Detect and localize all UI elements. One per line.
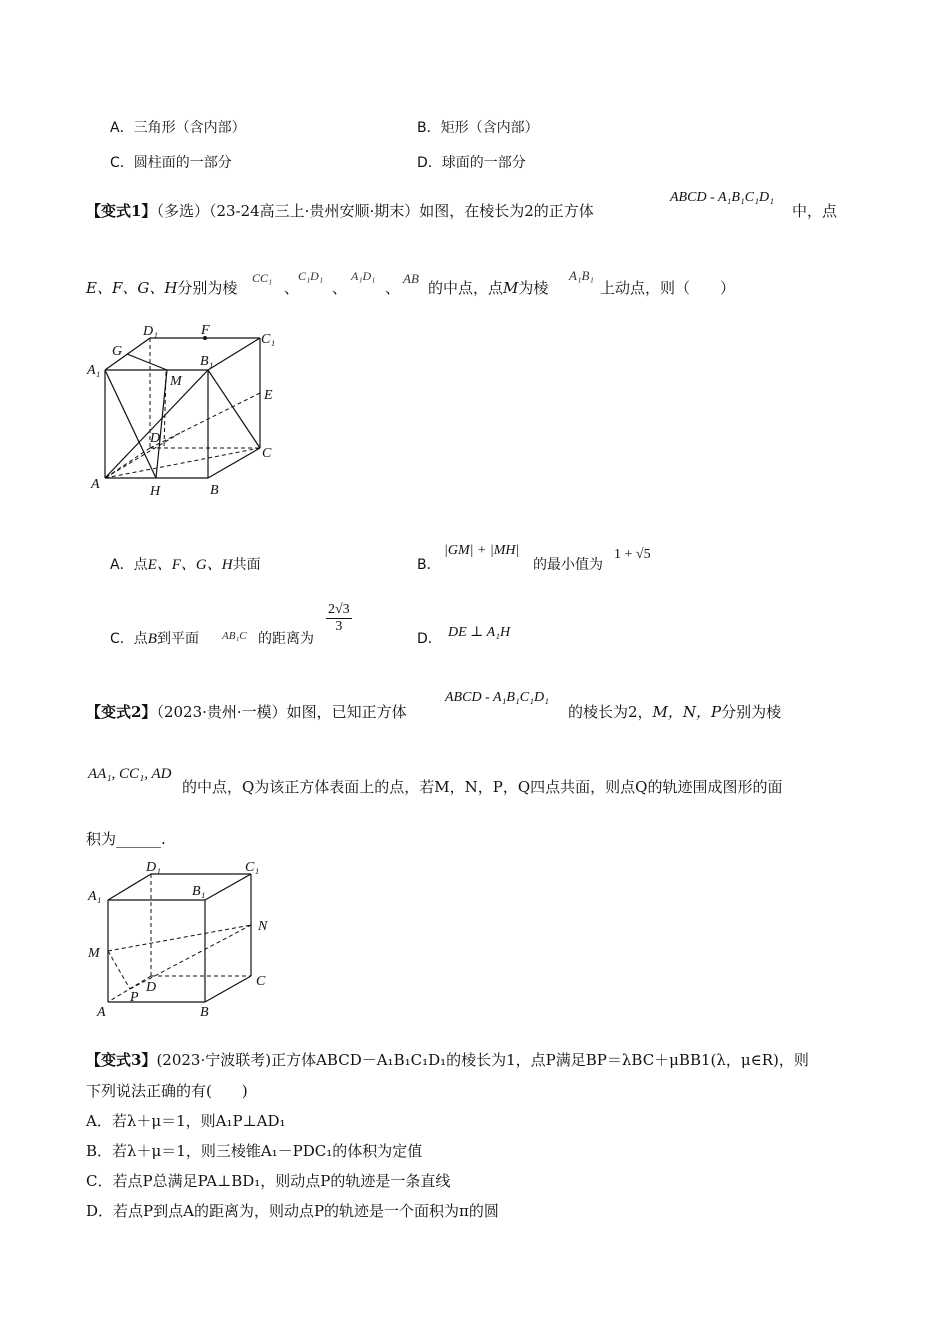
v1-option-b-expr: |GM| + |MH| <box>444 543 520 558</box>
v1-option-c-point: B <box>147 631 157 647</box>
fig1-label-c1: C₁ <box>261 332 276 347</box>
v1-option-a <box>110 555 261 575</box>
prev-option-d: D．球面的一部分 <box>417 155 526 171</box>
v1-edge-cc1: CC₁ <box>252 271 273 285</box>
fig1-label-b: B <box>210 483 219 498</box>
fig2-label-d: D <box>146 980 157 995</box>
v1-option-b-value: 1 + √5 <box>614 547 651 562</box>
fig2-label-d1: D₁ <box>146 860 161 875</box>
fig1-label-c: C <box>262 446 272 461</box>
v1-option-a-suffix: 共面 <box>232 557 261 573</box>
v1-option-c <box>110 629 199 649</box>
v3-option-b: B．若λ＋μ＝1，则三棱锥A₁－PDC₁的体积为定值 <box>86 1142 423 1160</box>
fig1-label-d1: D₁ <box>143 324 158 339</box>
v1-option-c-suffix: 的距离为 <box>258 631 314 647</box>
fig1-label-b1: B₁ <box>200 354 214 369</box>
v3-tag: 【变式3】 <box>86 1051 157 1069</box>
v1-edge-c1d1: C₁D₁ <box>298 269 324 283</box>
v2-cube-name: ABCD - A₁B₁C₁D₁ <box>445 690 549 705</box>
fig1-label-e: E <box>264 388 273 403</box>
v3-question-line1 <box>86 1050 809 1070</box>
fig2-label-m: M <box>88 946 100 961</box>
v1-option-c-fraction <box>326 602 352 635</box>
v2-question-line3: 积为______. <box>86 830 166 848</box>
v1-line2-b: 分别为棱 <box>177 279 238 297</box>
v1-question-line1 <box>86 201 594 221</box>
v1-question-line2 <box>86 278 237 298</box>
v2-tail: 分别为棱 <box>721 703 782 721</box>
fig2-label-b1: B₁ <box>192 884 206 899</box>
v2-tag: 【变式2】 <box>86 703 157 721</box>
v3-question-line2: 下列说法正确的有( ) <box>86 1082 248 1100</box>
v1-edge-a1d1: A₁D₁ <box>351 269 376 283</box>
v1-sep-1: 、 <box>284 279 300 297</box>
fig2-label-n: N <box>258 919 268 934</box>
v1-line2-c: 的中点，点 <box>428 279 504 297</box>
v1-option-c-plane: AB₁C <box>222 630 247 642</box>
fig2-label-a1: A₁ <box>88 889 102 904</box>
fig1-label-g: G <box>112 344 123 359</box>
fig1-label-a1: A₁ <box>87 363 101 378</box>
v3-option-d: D．若点P到点A的距离为，则动点P的轨迹是一个面积为π的圆 <box>86 1202 499 1220</box>
v1-intro: （多选）（23-24高三上·贵州安顺·期末）如图，在棱长为2的正方体 <box>156 202 594 220</box>
v2-line1-rest <box>568 702 781 722</box>
prev-option-c: C．圆柱面的一部分 <box>110 155 232 171</box>
v1-option-c-mid: 到平面 <box>156 631 199 647</box>
v1-cube-figure <box>80 318 290 508</box>
v2-points: M，N，P <box>652 703 722 721</box>
v1-option-a-prefix: A．点 <box>110 557 148 573</box>
v1-option-c-numerator: 2√3 <box>328 602 350 617</box>
fig1-label-a: A <box>91 477 100 492</box>
fig2-label-a: A <box>97 1005 106 1020</box>
v1-point-m: M <box>503 279 519 297</box>
fig1-label-d: D <box>150 431 161 446</box>
v1-edge-ab: AB <box>403 271 419 286</box>
v2-question-line1 <box>86 702 407 722</box>
v2-intro: （2023·贵州·一模）如图，已知正方体 <box>156 703 407 721</box>
v1-option-b-prefix: B． <box>417 557 441 573</box>
v1-option-d-prefix: D． <box>417 631 442 647</box>
v3-line1: (2023·宁波联考)正方体ABCD－A₁B₁C₁D₁的棱长为1，点P满足BP＝λBC＋μBB1(λ，μ∈R)，则 <box>156 1051 809 1069</box>
v1-line2-e: 上动点，则（ ） <box>600 279 736 297</box>
fig1-label-h: H <box>150 484 161 499</box>
v2-edges: AA₁, CC₁, AD <box>88 766 172 782</box>
v1-option-b-mid: 的最小值为 <box>533 557 603 573</box>
v1-question-line2-rest <box>428 278 548 298</box>
v1-points: E、F、G、H <box>86 279 178 297</box>
v2-question-line2: 的中点，Q为该正方体表面上的点，若M，N，P，Q四点共面，则点Q的轨迹围成图形的面 <box>182 778 783 796</box>
prev-option-b: B．矩形（含内部） <box>417 120 539 136</box>
v2-cube-figure <box>80 855 280 1025</box>
fig2-label-c: C <box>256 974 266 989</box>
fig1-label-m: M <box>170 374 182 389</box>
fig2-label-c1: C₁ <box>245 860 260 875</box>
fig2-label-b: B <box>200 1005 209 1020</box>
v1-tag: 【变式1】 <box>86 202 157 220</box>
prev-option-a: A．三角形（含内部） <box>110 120 246 136</box>
v1-sep-2: 、 <box>332 279 348 297</box>
v1-option-a-points: E、F、G、H <box>147 557 233 573</box>
fig2-label-p: P <box>130 990 139 1005</box>
v3-option-c: C．若点P总满足PA⊥BD₁，则动点P的轨迹是一条直线 <box>86 1172 451 1190</box>
v1-option-d-expr: DE ⊥ A₁H <box>448 625 511 640</box>
fig1-label-f: F <box>201 323 210 338</box>
v3-option-a: A．若λ＋μ＝1，则A₁P⊥AD₁ <box>86 1112 286 1130</box>
v1-option-c-prefix: C．点 <box>110 631 148 647</box>
v1-cube-name: ABCD - A₁B₁C₁D₁ <box>670 190 774 205</box>
v1-sep-3: 、 <box>385 279 401 297</box>
v2-mid: 的棱长为2， <box>568 703 653 721</box>
v1-edge-a1b1: A₁B₁ <box>569 268 594 283</box>
v1-line2-d: 为棱 <box>518 279 549 297</box>
v1-mid: 中，点 <box>792 202 838 220</box>
v1-option-c-denominator: 3 <box>335 619 343 634</box>
